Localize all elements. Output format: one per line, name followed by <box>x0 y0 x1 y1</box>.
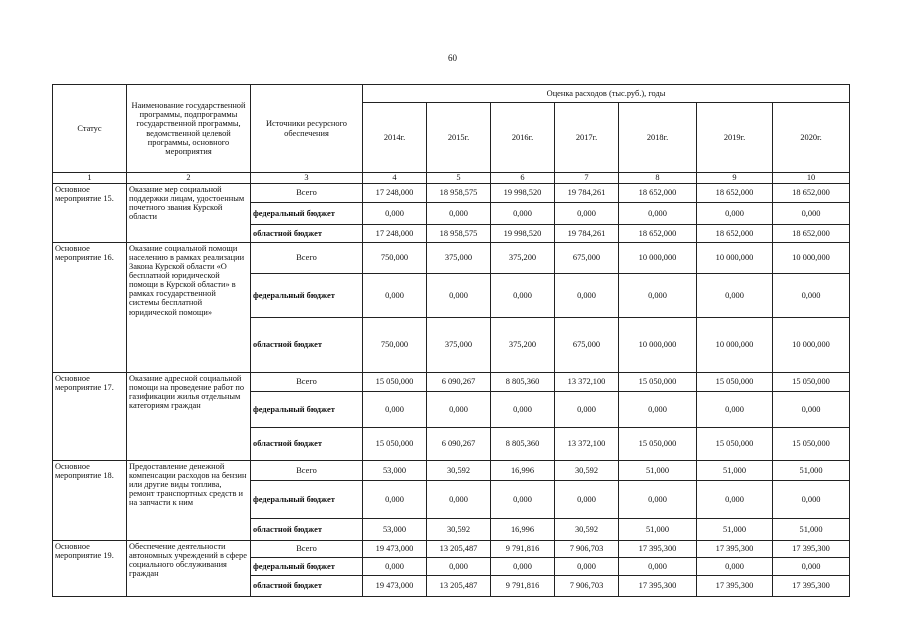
table-row <box>53 541 850 558</box>
table-row <box>53 373 850 392</box>
funding-source: федеральный бюджет <box>251 203 363 225</box>
funding-source: Всего <box>251 184 363 203</box>
funding-source: областной бюджет <box>251 519 363 541</box>
expense-value: 18 958,575 <box>427 184 491 203</box>
funding-source: федеральный бюджет <box>251 392 363 428</box>
expense-value: 0,000 <box>555 558 619 576</box>
expense-value: 16,996 <box>491 519 555 541</box>
expense-value: 0,000 <box>555 274 619 318</box>
expense-value: 375,200 <box>491 243 555 274</box>
header-sources: Источники ресурсного обеспечения <box>251 85 363 173</box>
header-estimate: Оценка расходов (тыс.руб.), годы <box>363 85 850 103</box>
column-number-row <box>53 173 850 184</box>
header-year: 2014г. <box>363 103 427 173</box>
expense-value: 15 050,000 <box>773 373 850 392</box>
table-row <box>53 184 850 203</box>
expense-value: 15 050,000 <box>363 373 427 392</box>
funding-source: Всего <box>251 243 363 274</box>
header-year: 2019г. <box>697 103 773 173</box>
expense-value: 51,000 <box>619 461 697 481</box>
activity-status: Основное мероприятие 19. <box>53 541 127 597</box>
expense-value: 0,000 <box>697 274 773 318</box>
header-status: Статус <box>53 85 127 173</box>
column-number: 5 <box>427 173 491 184</box>
expense-value: 15 050,000 <box>619 373 697 392</box>
expense-value: 19 784,261 <box>555 184 619 203</box>
header-row-top <box>53 85 850 103</box>
expense-value: 0,000 <box>619 481 697 519</box>
activity-name: Оказание мер социальной поддержки лицам, удостоенным почетного звания Курской области <box>127 184 251 243</box>
activity-name: Оказание социальной помощи населению в рамках реализации Закона Курской области «О бесплатной юридической помощи в Курской области» в рамках государственной системы бесплатной юридической помощи» <box>127 243 251 373</box>
expense-value: 10 000,000 <box>697 243 773 274</box>
expense-value: 18 652,000 <box>697 184 773 203</box>
expense-value: 0,000 <box>491 481 555 519</box>
expense-value: 0,000 <box>555 392 619 428</box>
expense-value: 30,592 <box>427 519 491 541</box>
expense-value: 0,000 <box>427 274 491 318</box>
expense-value: 18 958,575 <box>427 225 491 243</box>
expense-value: 18 652,000 <box>697 225 773 243</box>
header-name: Наименование государственной программы, подпрограммы государственной программы, ведомственной целевой программы, основного мероприятия <box>127 85 251 173</box>
header-year: 2016г. <box>491 103 555 173</box>
expense-value: 19 473,000 <box>363 541 427 558</box>
expense-value: 13 205,487 <box>427 576 491 597</box>
expense-value: 6 090,267 <box>427 373 491 392</box>
expense-value: 16,996 <box>491 461 555 481</box>
expense-value: 17 395,300 <box>773 541 850 558</box>
expense-value: 17 395,300 <box>619 541 697 558</box>
funding-source: федеральный бюджет <box>251 558 363 576</box>
expense-value: 15 050,000 <box>697 373 773 392</box>
column-number: 7 <box>555 173 619 184</box>
expense-value: 0,000 <box>491 392 555 428</box>
expense-value: 0,000 <box>491 274 555 318</box>
expense-value: 10 000,000 <box>773 318 850 373</box>
expense-value: 19 998,520 <box>491 184 555 203</box>
funding-source: Всего <box>251 541 363 558</box>
expense-value: 9 791,816 <box>491 576 555 597</box>
funding-source: областной бюджет <box>251 318 363 373</box>
expense-value: 750,000 <box>363 243 427 274</box>
expense-value: 0,000 <box>363 274 427 318</box>
activity-status: Основное мероприятие 18. <box>53 461 127 541</box>
column-number: 8 <box>619 173 697 184</box>
expense-value: 51,000 <box>697 519 773 541</box>
activity-name: Оказание адресной социальной помощи на проведение работ по газификации жилья отдельным категориям граждан <box>127 373 251 461</box>
expense-value: 0,000 <box>697 392 773 428</box>
activity-name: Предоставление денежной компенсации расходов на бензин или другие виды топлива, ремонт транспортных средств и на запчасти к ним <box>127 461 251 541</box>
expense-value: 0,000 <box>619 392 697 428</box>
activity-status: Основное мероприятие 17. <box>53 373 127 461</box>
expense-value: 0,000 <box>697 203 773 225</box>
expense-value: 750,000 <box>363 318 427 373</box>
expense-value: 19 998,520 <box>491 225 555 243</box>
activity-status: Основное мероприятие 16. <box>53 243 127 373</box>
expense-value: 0,000 <box>491 203 555 225</box>
expense-value: 0,000 <box>697 481 773 519</box>
expense-value: 15 050,000 <box>773 428 850 461</box>
table-row <box>53 461 850 481</box>
expense-value: 0,000 <box>363 481 427 519</box>
column-number: 9 <box>697 173 773 184</box>
expense-value: 675,000 <box>555 318 619 373</box>
expense-value: 8 805,360 <box>491 373 555 392</box>
expense-value: 53,000 <box>363 461 427 481</box>
expense-value: 17 395,300 <box>773 576 850 597</box>
expense-value: 13 372,100 <box>555 373 619 392</box>
column-number: 4 <box>363 173 427 184</box>
expense-value: 53,000 <box>363 519 427 541</box>
expense-value: 375,000 <box>427 243 491 274</box>
expense-value: 10 000,000 <box>773 243 850 274</box>
funding-source: областной бюджет <box>251 428 363 461</box>
expense-value: 17 248,000 <box>363 184 427 203</box>
expense-value: 0,000 <box>363 203 427 225</box>
expense-value: 375,000 <box>427 318 491 373</box>
expense-value: 13 372,100 <box>555 428 619 461</box>
expense-value: 17 395,300 <box>619 576 697 597</box>
expense-value: 19 784,261 <box>555 225 619 243</box>
expense-value: 0,000 <box>555 203 619 225</box>
header-year: 2017г. <box>555 103 619 173</box>
expense-value: 15 050,000 <box>619 428 697 461</box>
expense-value: 0,000 <box>773 481 850 519</box>
expense-value: 10 000,000 <box>619 318 697 373</box>
column-number: 2 <box>127 173 251 184</box>
funding-source: Всего <box>251 373 363 392</box>
expense-value: 18 652,000 <box>773 225 850 243</box>
expense-value: 0,000 <box>427 481 491 519</box>
expense-value: 17 248,000 <box>363 225 427 243</box>
funding-source: федеральный бюджет <box>251 274 363 318</box>
expense-value: 13 205,487 <box>427 541 491 558</box>
header-year: 2018г. <box>619 103 697 173</box>
expense-value: 0,000 <box>427 558 491 576</box>
expense-value: 15 050,000 <box>363 428 427 461</box>
expense-value: 30,592 <box>427 461 491 481</box>
funding-source: Всего <box>251 461 363 481</box>
funding-source: федеральный бюджет <box>251 481 363 519</box>
expense-value: 0,000 <box>619 558 697 576</box>
expense-value: 675,000 <box>555 243 619 274</box>
table-row <box>53 243 850 274</box>
expense-value: 0,000 <box>427 203 491 225</box>
expense-value: 0,000 <box>363 558 427 576</box>
expense-value: 0,000 <box>491 558 555 576</box>
expense-value: 7 906,703 <box>555 576 619 597</box>
expense-value: 30,592 <box>555 461 619 481</box>
funding-source: областной бюджет <box>251 576 363 597</box>
expense-value: 18 652,000 <box>619 225 697 243</box>
column-number: 1 <box>53 173 127 184</box>
expense-value: 18 652,000 <box>773 184 850 203</box>
expense-value: 51,000 <box>697 461 773 481</box>
expense-value: 6 090,267 <box>427 428 491 461</box>
expense-value: 51,000 <box>773 519 850 541</box>
expense-value: 17 395,300 <box>697 541 773 558</box>
expense-value: 0,000 <box>427 392 491 428</box>
column-number: 10 <box>773 173 850 184</box>
expense-value: 15 050,000 <box>697 428 773 461</box>
budget-table <box>52 84 850 597</box>
expense-value: 0,000 <box>773 274 850 318</box>
expense-value: 18 652,000 <box>619 184 697 203</box>
expense-value: 51,000 <box>773 461 850 481</box>
activity-status: Основное мероприятие 15. <box>53 184 127 243</box>
column-number: 3 <box>251 173 363 184</box>
expense-value: 7 906,703 <box>555 541 619 558</box>
expense-value: 0,000 <box>773 558 850 576</box>
column-number: 6 <box>491 173 555 184</box>
expense-value: 51,000 <box>619 519 697 541</box>
expense-value: 17 395,300 <box>697 576 773 597</box>
expense-value: 10 000,000 <box>697 318 773 373</box>
expense-value: 30,592 <box>555 519 619 541</box>
expense-value: 0,000 <box>363 392 427 428</box>
header-year: 2020г. <box>773 103 850 173</box>
header-year: 2015г. <box>427 103 491 173</box>
expense-value: 0,000 <box>619 274 697 318</box>
table-body <box>53 85 850 597</box>
expense-value: 19 473,000 <box>363 576 427 597</box>
expense-value: 8 805,360 <box>491 428 555 461</box>
expense-value: 0,000 <box>619 203 697 225</box>
expense-value: 10 000,000 <box>619 243 697 274</box>
expense-value: 0,000 <box>555 481 619 519</box>
page-number: 60 <box>448 53 457 63</box>
funding-source: областной бюджет <box>251 225 363 243</box>
expense-value: 9 791,816 <box>491 541 555 558</box>
activity-name: Обеспечение деятельности автономных учреждений в сфере социального обслуживания граждан <box>127 541 251 597</box>
expense-value: 0,000 <box>773 392 850 428</box>
expense-value: 0,000 <box>773 203 850 225</box>
expense-value: 0,000 <box>697 558 773 576</box>
expense-value: 375,200 <box>491 318 555 373</box>
